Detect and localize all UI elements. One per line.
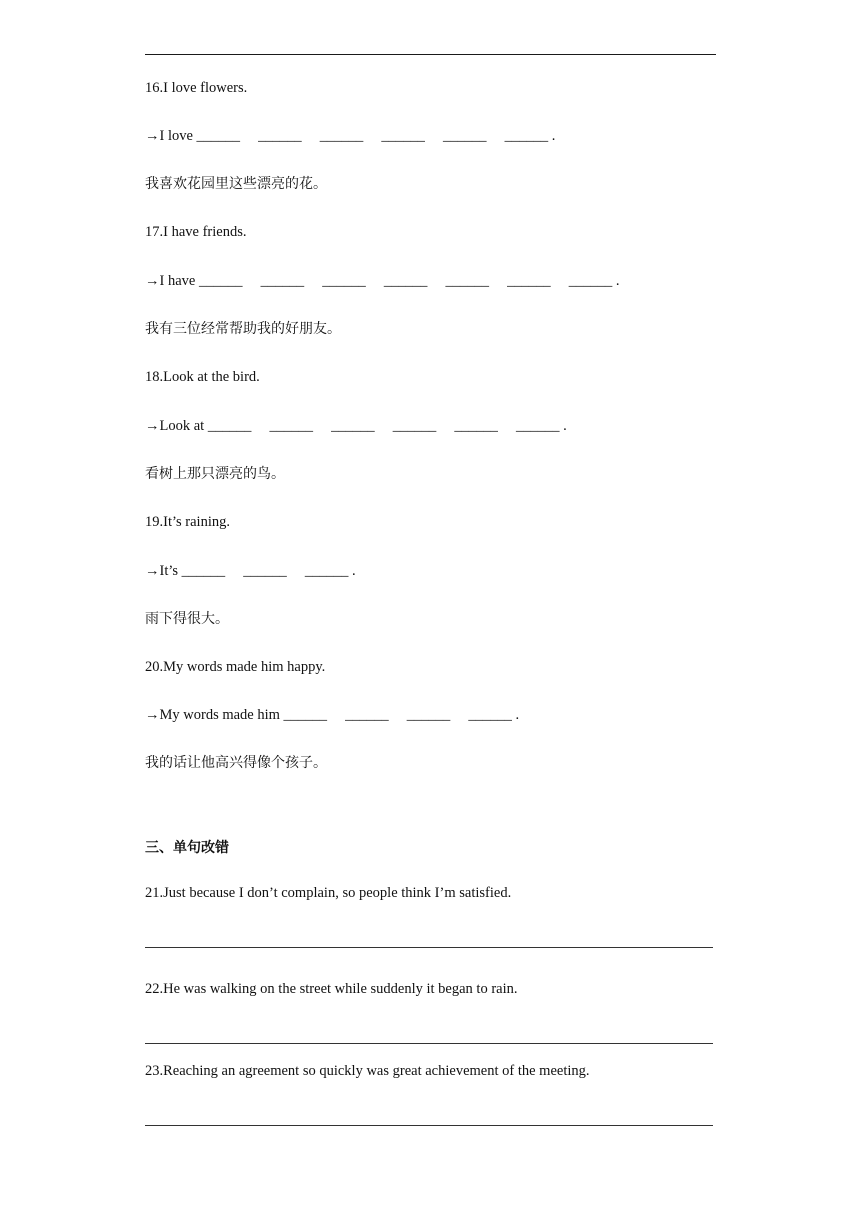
question-18-blanks: →Look at ______ ______ ______ ______ ______ ______ . [145, 418, 567, 434]
question-20-blanks: →My words made him ______ ______ ______ ______ . [145, 707, 520, 723]
question-17-chinese-hint: 我有三位经常帮助我的好朋友。 [145, 321, 341, 337]
question-20-sentence: 20.My words made him happy. [145, 659, 326, 675]
answer-line-21[interactable] [145, 947, 713, 948]
question-19-sentence: 19.It’s raining. [145, 514, 230, 530]
question-16-chinese-hint: 我喜欢花园里这些漂亮的花。 [145, 176, 327, 192]
question-21: 21.Just because I don’t complain, so people think I’m satisfied. [145, 885, 512, 901]
question-18-sentence: 18.Look at the bird. [145, 369, 260, 385]
header-rule [145, 54, 716, 55]
section-heading: 三、单句改错 [145, 840, 229, 856]
question-17-sentence: 17.I have friends. [145, 224, 247, 240]
question-20-chinese-hint: 我的话让他高兴得像个孩子。 [145, 755, 327, 771]
question-16-blanks: →I love ______ ______ ______ ______ ______ ______ . [145, 128, 556, 144]
question-19-blanks: →It’s ______ ______ ______ . [145, 563, 356, 579]
question-17-blanks: →I have ______ ______ ______ ______ ______ ______ ______ . [145, 273, 620, 289]
answer-line-22[interactable] [145, 1043, 713, 1044]
question-16-sentence: 16.I love flowers. [145, 80, 248, 96]
question-23: 23.Reaching an agreement so quickly was great achievement of the meeting. [145, 1063, 590, 1079]
answer-line-23[interactable] [145, 1125, 713, 1126]
question-19-chinese-hint: 雨下得很大。 [145, 611, 229, 627]
question-18-chinese-hint: 看树上那只漂亮的鸟。 [145, 466, 285, 482]
question-22: 22.He was walking on the street while suddenly it began to rain. [145, 981, 518, 997]
